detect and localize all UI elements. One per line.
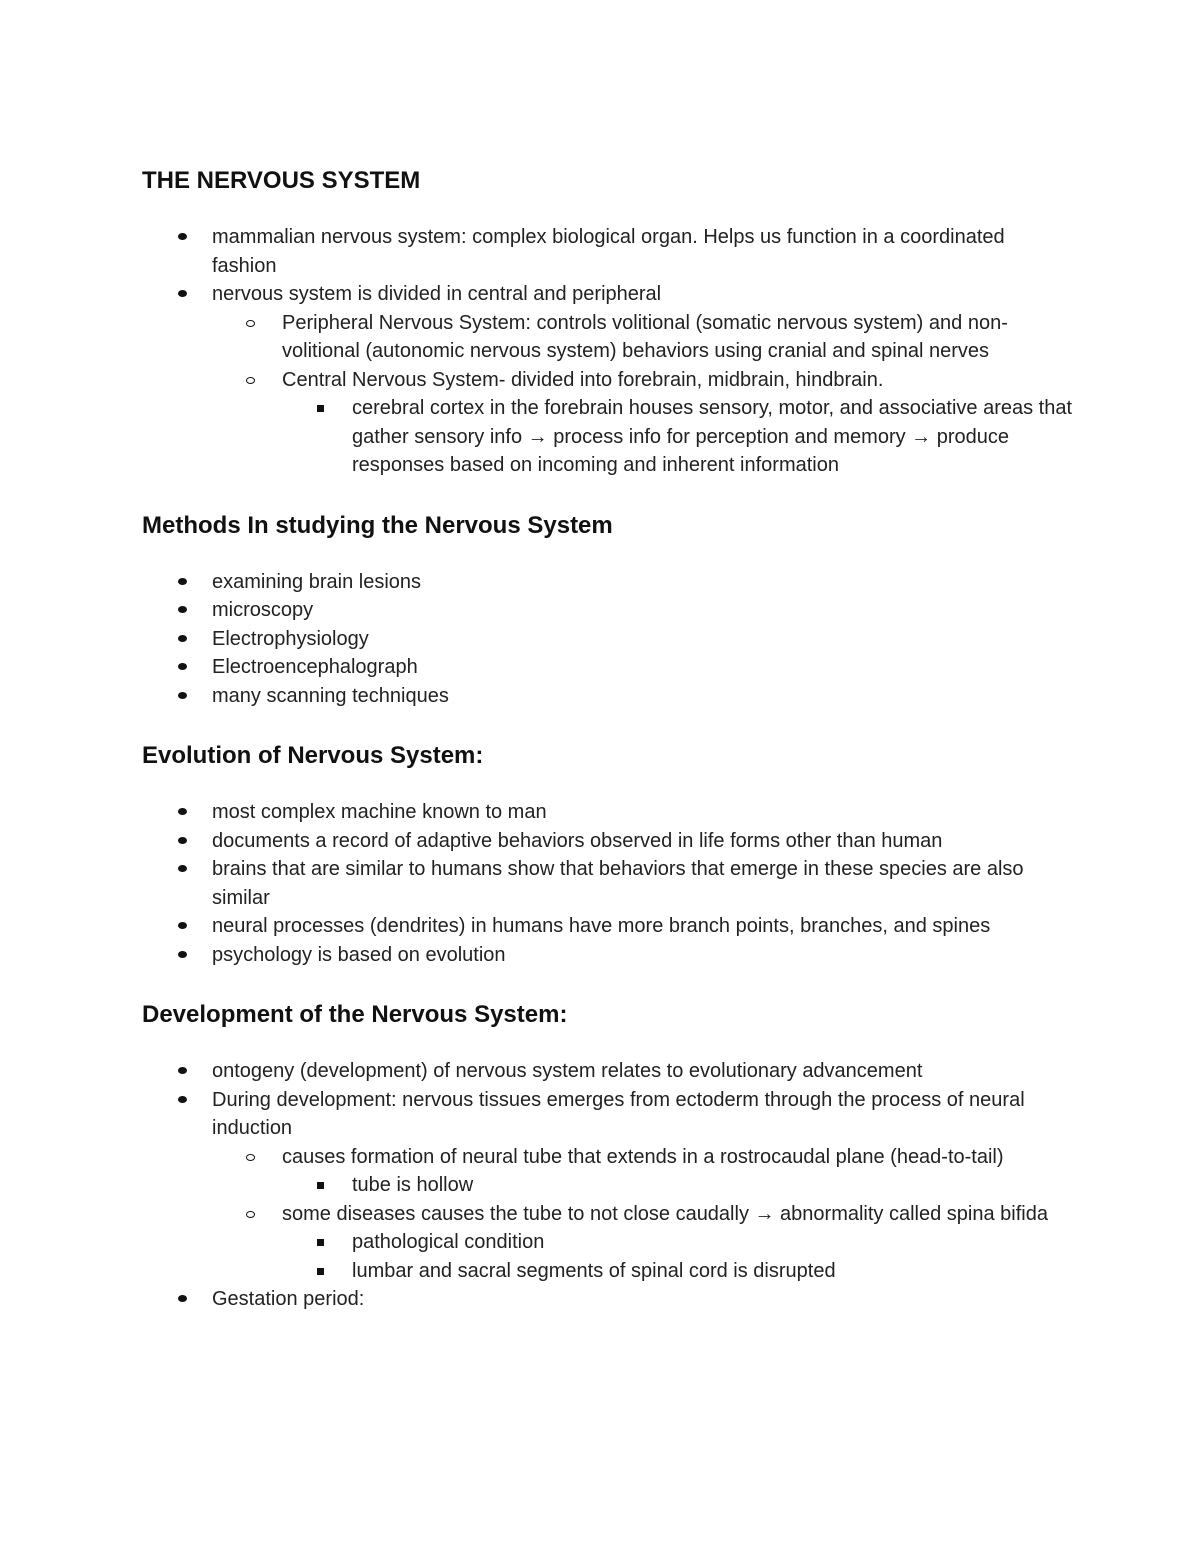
list-item [142,653,1072,682]
bullet-dot-icon [178,596,198,624]
bullet-circle-icon [246,309,266,337]
bullet-dot-icon [178,1057,198,1085]
list-item-text: ontogeny (development) of nervous system relates to evolutionary advancement [212,1060,923,1082]
list-item [212,309,1072,366]
list-item [212,1143,1072,1200]
list-item [142,1285,1072,1314]
bullet-dot-icon [178,625,198,653]
list-item [212,1200,1072,1286]
list-item-text: Electroencephalograph [212,656,418,678]
list-item-text: brains that are similar to humans show that behaviors that emerge in these species are also similar [212,858,1024,909]
bullet-circle-icon [246,366,266,394]
bullet-dot-icon [178,280,198,308]
bullet-dot-icon [178,1086,198,1114]
list-item-text: psychology is based on evolution [212,943,506,966]
bullet-square-icon [316,1257,336,1285]
list-item-text: neural processes (dendrites) in humans have more branch points, branches, and spines [212,915,991,937]
list-item-text: most complex machine known to man [212,801,547,823]
evolution-list [142,798,1072,969]
bullet-circle-icon [246,1200,266,1228]
intro-sub-sub-list [282,394,1072,480]
list-item-text: Central Nervous System- divided into forebrain, midbrain, hindbrain. [282,368,884,391]
bullet-dot-icon [178,855,198,883]
bullet-dot-icon [178,798,198,826]
list-item-text: During development: nervous tissues emerges from ectoderm through the process of neural induction [212,1088,1025,1139]
intro-list [142,223,1072,480]
development-sub-list [142,1143,1072,1286]
list-item [142,596,1072,625]
intro-sub-list [142,309,1072,480]
bullet-dot-icon [178,568,198,596]
list-item [142,941,1072,970]
list-item [282,394,1072,480]
list-item-text: Peripheral Nervous System: controls volitional (somatic nervous system) and non-volitional (autonomic nervous system) behaviors using cranial and spinal nerves [282,311,1008,362]
list-item-text: tube is hollow [352,1174,474,1196]
list-item [212,366,1072,480]
list-item-text: nervous system is divided in central and peripheral [212,283,662,305]
list-item [282,1257,1072,1286]
bullet-dot-icon [178,912,198,940]
list-item-text: some diseases causes the tube to not close caudally → abnormality called spina bifida [282,1202,1048,1225]
list-item [142,223,1072,280]
list-item-text: microscopy [212,599,314,621]
bullet-circle-icon [246,1143,266,1171]
list-item [142,827,1072,856]
section-heading-evolution: Evolution of Nervous System: [142,742,484,769]
development-list [142,1057,1072,1314]
list-item-text: examining brain lesions [212,570,422,593]
document-title: THE NERVOUS SYSTEM [142,167,421,194]
bullet-square-icon [316,1228,336,1256]
list-item [282,1171,1072,1200]
list-item-text: pathological condition [352,1231,545,1253]
bullet-square-icon [316,394,336,422]
list-item-text: mammalian nervous system: complex biological organ. Helps us function in a coordinated fashion [212,226,1005,277]
list-item [282,1228,1072,1257]
bullet-square-icon [316,1171,336,1199]
list-item [142,912,1072,941]
section-heading-methods: Methods In studying the Nervous System [142,511,613,539]
list-item-text: documents a record of adaptive behaviors observed in life forms other than human [212,829,943,852]
list-item-text: lumbar and sacral segments of spinal cord is disrupted [352,1259,836,1282]
bullet-dot-icon [178,653,198,681]
bullet-dot-icon [178,1285,198,1313]
development-sub-a-list [282,1171,1072,1200]
list-item-text: cerebral cortex in the forebrain houses sensory, motor, and associative areas that gather sensory info → process info for perception and memory → produce responses based on incoming and inherent information [352,397,1073,476]
list-item [142,1086,1072,1286]
bullet-dot-icon [178,682,198,710]
methods-list [142,568,1072,711]
list-item [142,280,1072,480]
list-item-text: Electrophysiology [212,627,369,650]
list-item-text: causes formation of neural tube that extends in a rostrocaudal plane (head-to-tail) [282,1145,1004,1168]
list-item-text: Gestation period: [212,1288,365,1310]
list-item [142,1057,1072,1086]
list-item [142,798,1072,827]
section-heading-development: Development of the Nervous System: [142,1001,568,1028]
bullet-dot-icon [178,941,198,969]
development-sub-b-list [282,1228,1072,1285]
bullet-dot-icon [178,223,198,251]
bullet-dot-icon [178,827,198,855]
document-content [142,165,1072,1314]
list-item-text: many scanning techniques [212,684,449,707]
list-item [142,682,1072,711]
list-item [142,568,1072,597]
list-item [142,855,1072,912]
list-item [142,625,1072,654]
